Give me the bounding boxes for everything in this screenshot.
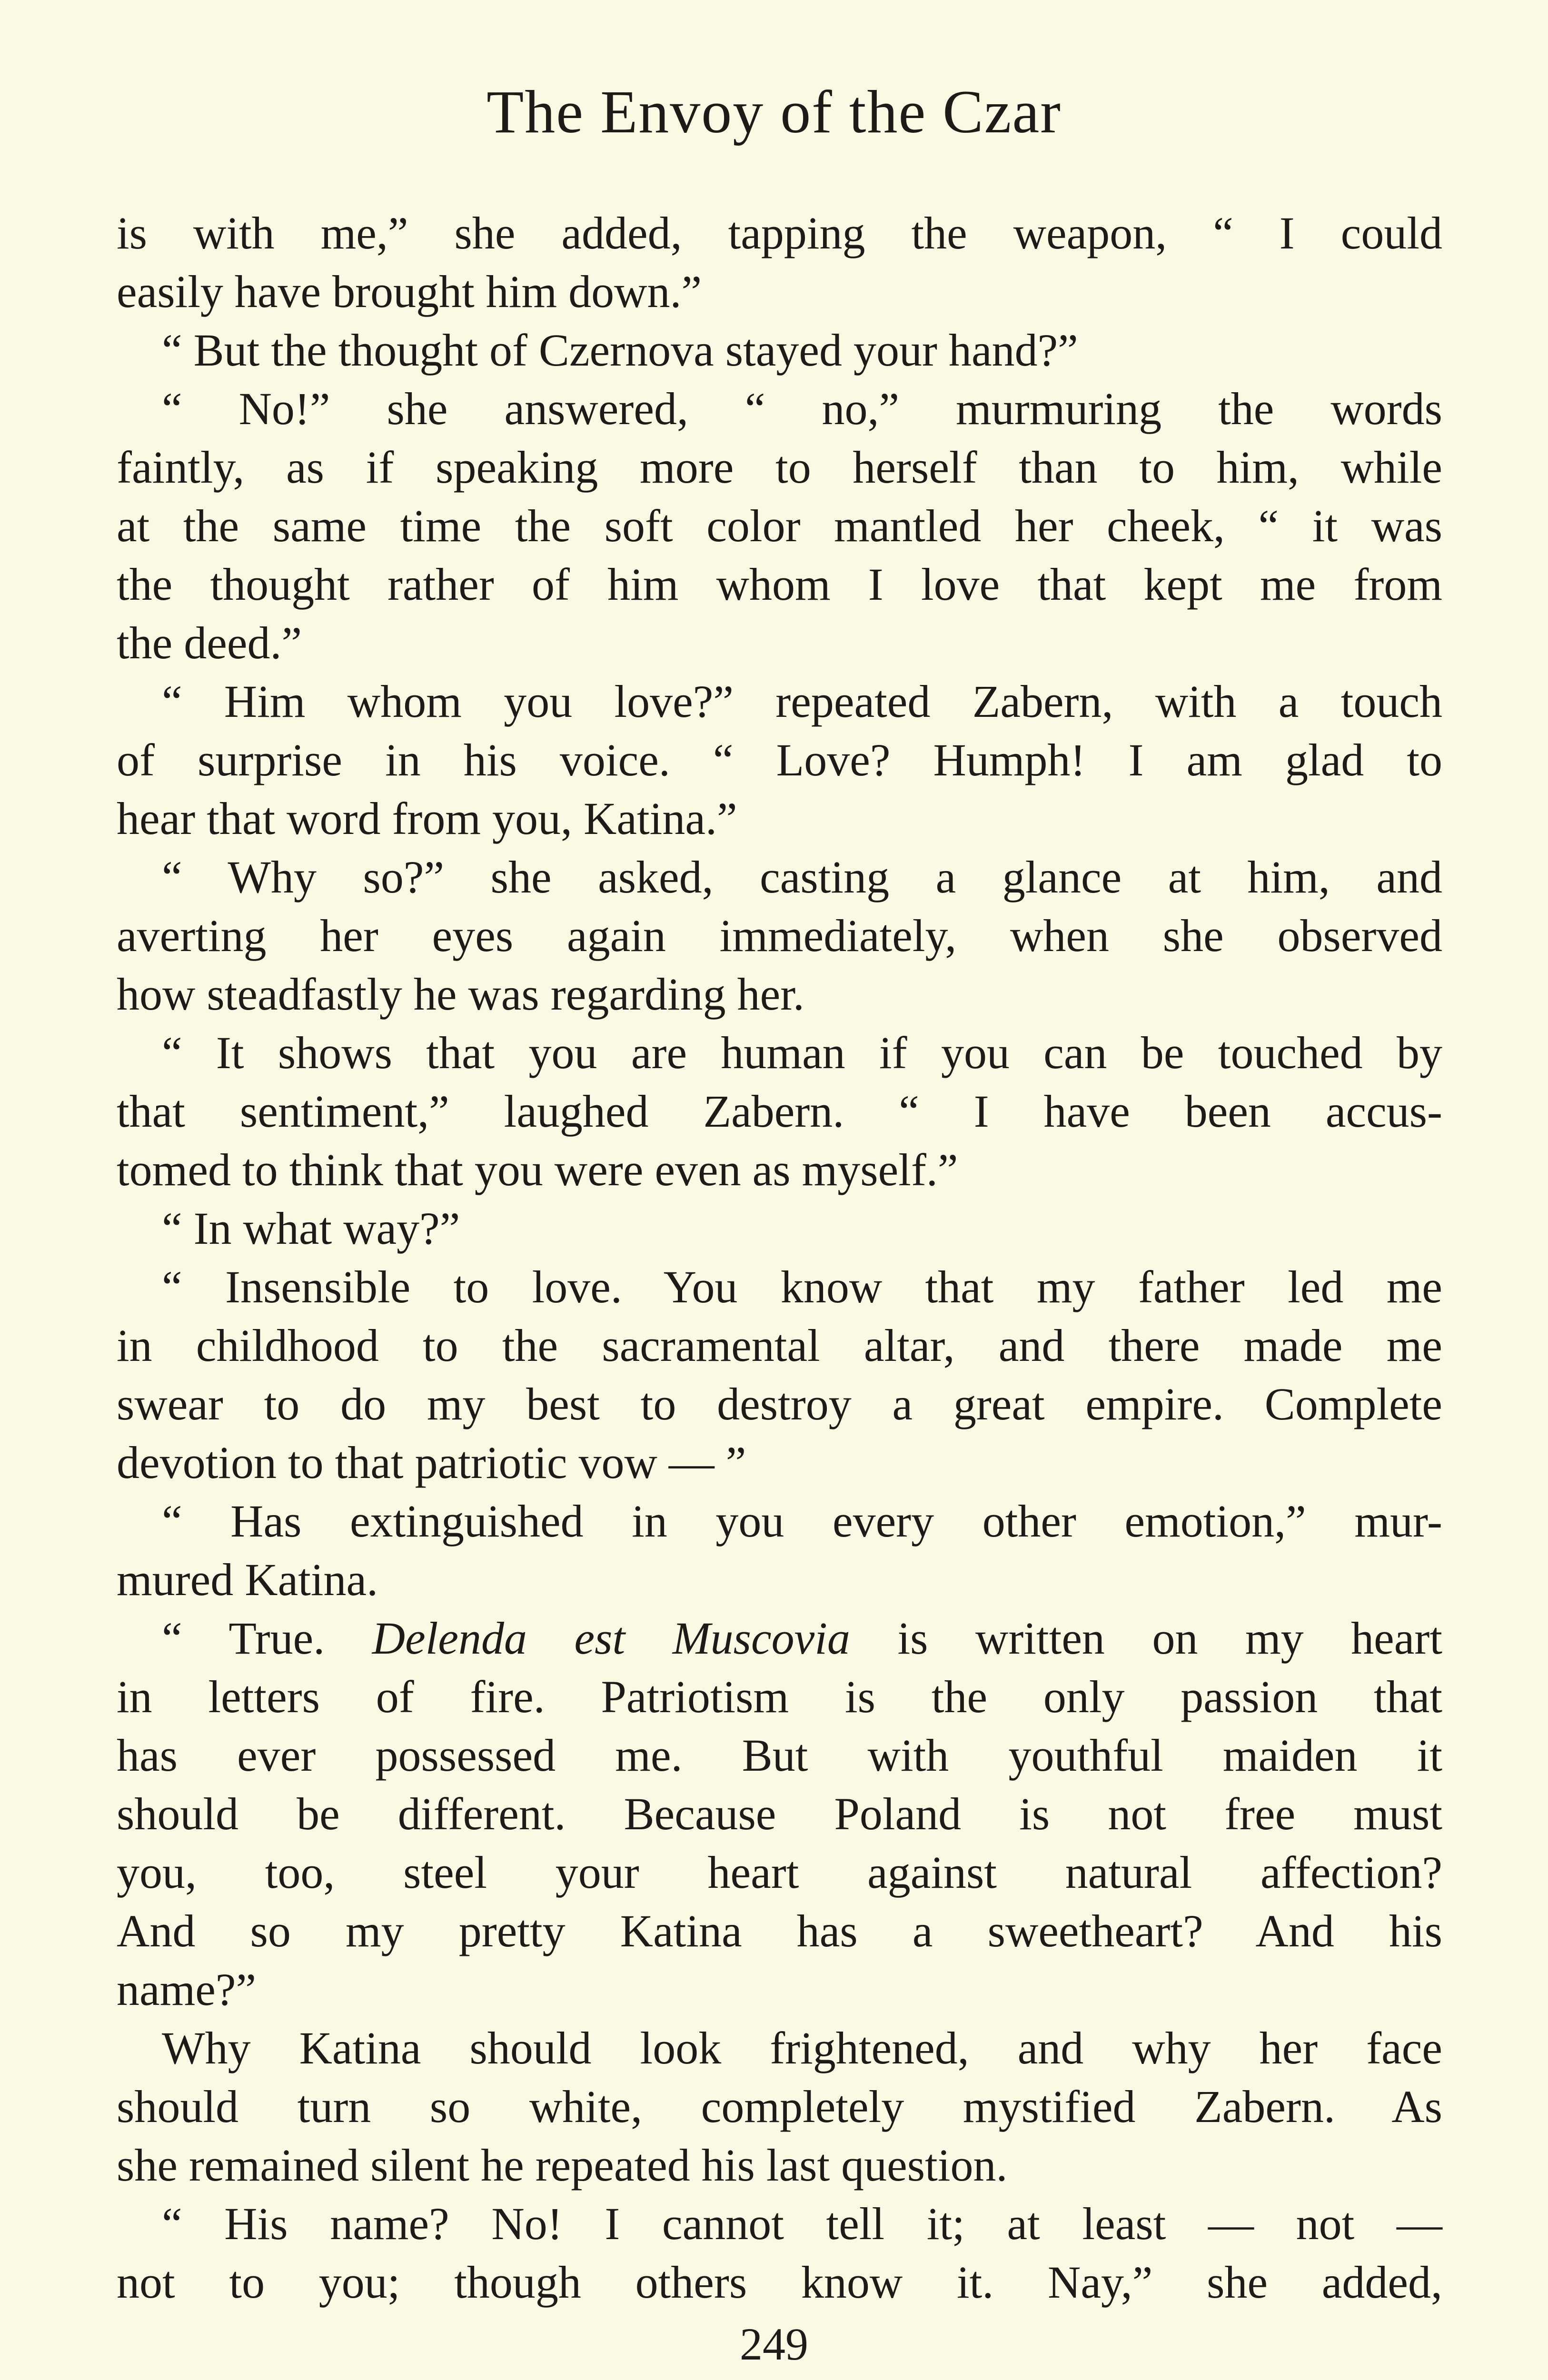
text-line: swear to do my best to destroy a great empire. Complete [117, 1378, 1442, 1429]
text-line: name?” [117, 1964, 257, 2015]
text-line: mured Katina. [117, 1554, 378, 1605]
text-line: should turn so white, completely mystified Zabern. As [117, 2081, 1442, 2132]
text-line: she remained silent he repeated his last question. [117, 2140, 1008, 2191]
text-line: “ Has extinguished in you every other emotion,” mur- [162, 1496, 1442, 1547]
text-line: tomed to think that you were even as myself.” [117, 1144, 958, 1195]
text-line: has ever possessed me. But with youthful maiden it [117, 1730, 1442, 1781]
text-line: “ In what way?” [162, 1203, 460, 1254]
text-line: in letters of fire. Patriotism is the only passion that [117, 1671, 1442, 1722]
text-line: not to you; though others know it. Nay,” she added, [117, 2257, 1442, 2308]
text-line: in childhood to the sacramental altar, and there made me [117, 1320, 1442, 1371]
text-line: at the same time the soft color mantled her cheek, “ it was [117, 500, 1442, 551]
text-line: “ But the thought of Czernova stayed your hand?” [162, 325, 1078, 376]
text-line: “ Insensible to love. You know that my father led me [162, 1261, 1442, 1312]
text-line: “ Why so?” she asked, casting a glance at him, and [162, 852, 1442, 902]
text-line: averting her eyes again immediately, when she observed [117, 910, 1442, 961]
body-text [117, 204, 1442, 2311]
text-line: is with me,” she added, tapping the weapon, “ I could [117, 208, 1442, 258]
text-line: “ His name? No! I cannot tell it; at least — not — [162, 2198, 1442, 2249]
text-line: “ No!” she answered, “ no,” murmuring the words [162, 383, 1442, 434]
text-line: that sentiment,” laughed Zabern. “ I have been accus- [117, 1086, 1442, 1137]
text-line: should be different. Because Poland is not free must [117, 1788, 1442, 1839]
text-line: And so my pretty Katina has a sweetheart? And his [117, 1905, 1442, 1956]
text-line: hear that word from you, Katina.” [117, 793, 737, 844]
text-line: “ It shows that you are human if you can be touched by [162, 1027, 1442, 1078]
text-line: devotion to that patriotic vow — ” [117, 1437, 746, 1488]
text-line: of surprise in his voice. “ Love? Humph! I am glad to [117, 734, 1442, 785]
page-number: 249 [740, 2319, 808, 2370]
text-line: faintly, as if speaking more to herself than to him, while [117, 442, 1442, 493]
text-line: easily have brought him down.” [117, 266, 702, 317]
running-title: The Envoy of the Czar [486, 78, 1062, 146]
text-line: “ True. Delenda est Muscovia is written on my heart [162, 1613, 1443, 1664]
text-line: the deed.” [117, 617, 302, 668]
text-line: Why Katina should look frightened, and why her face [162, 2023, 1442, 2073]
text-line: you, too, steel your heart against natural affection? [117, 1847, 1442, 1898]
text-line: how steadfastly he was regarding her. [117, 969, 804, 1020]
text-line: “ Him whom you love?” repeated Zabern, with a touch [162, 676, 1442, 727]
text-line: the thought rather of him whom I love that kept me from [117, 559, 1442, 610]
